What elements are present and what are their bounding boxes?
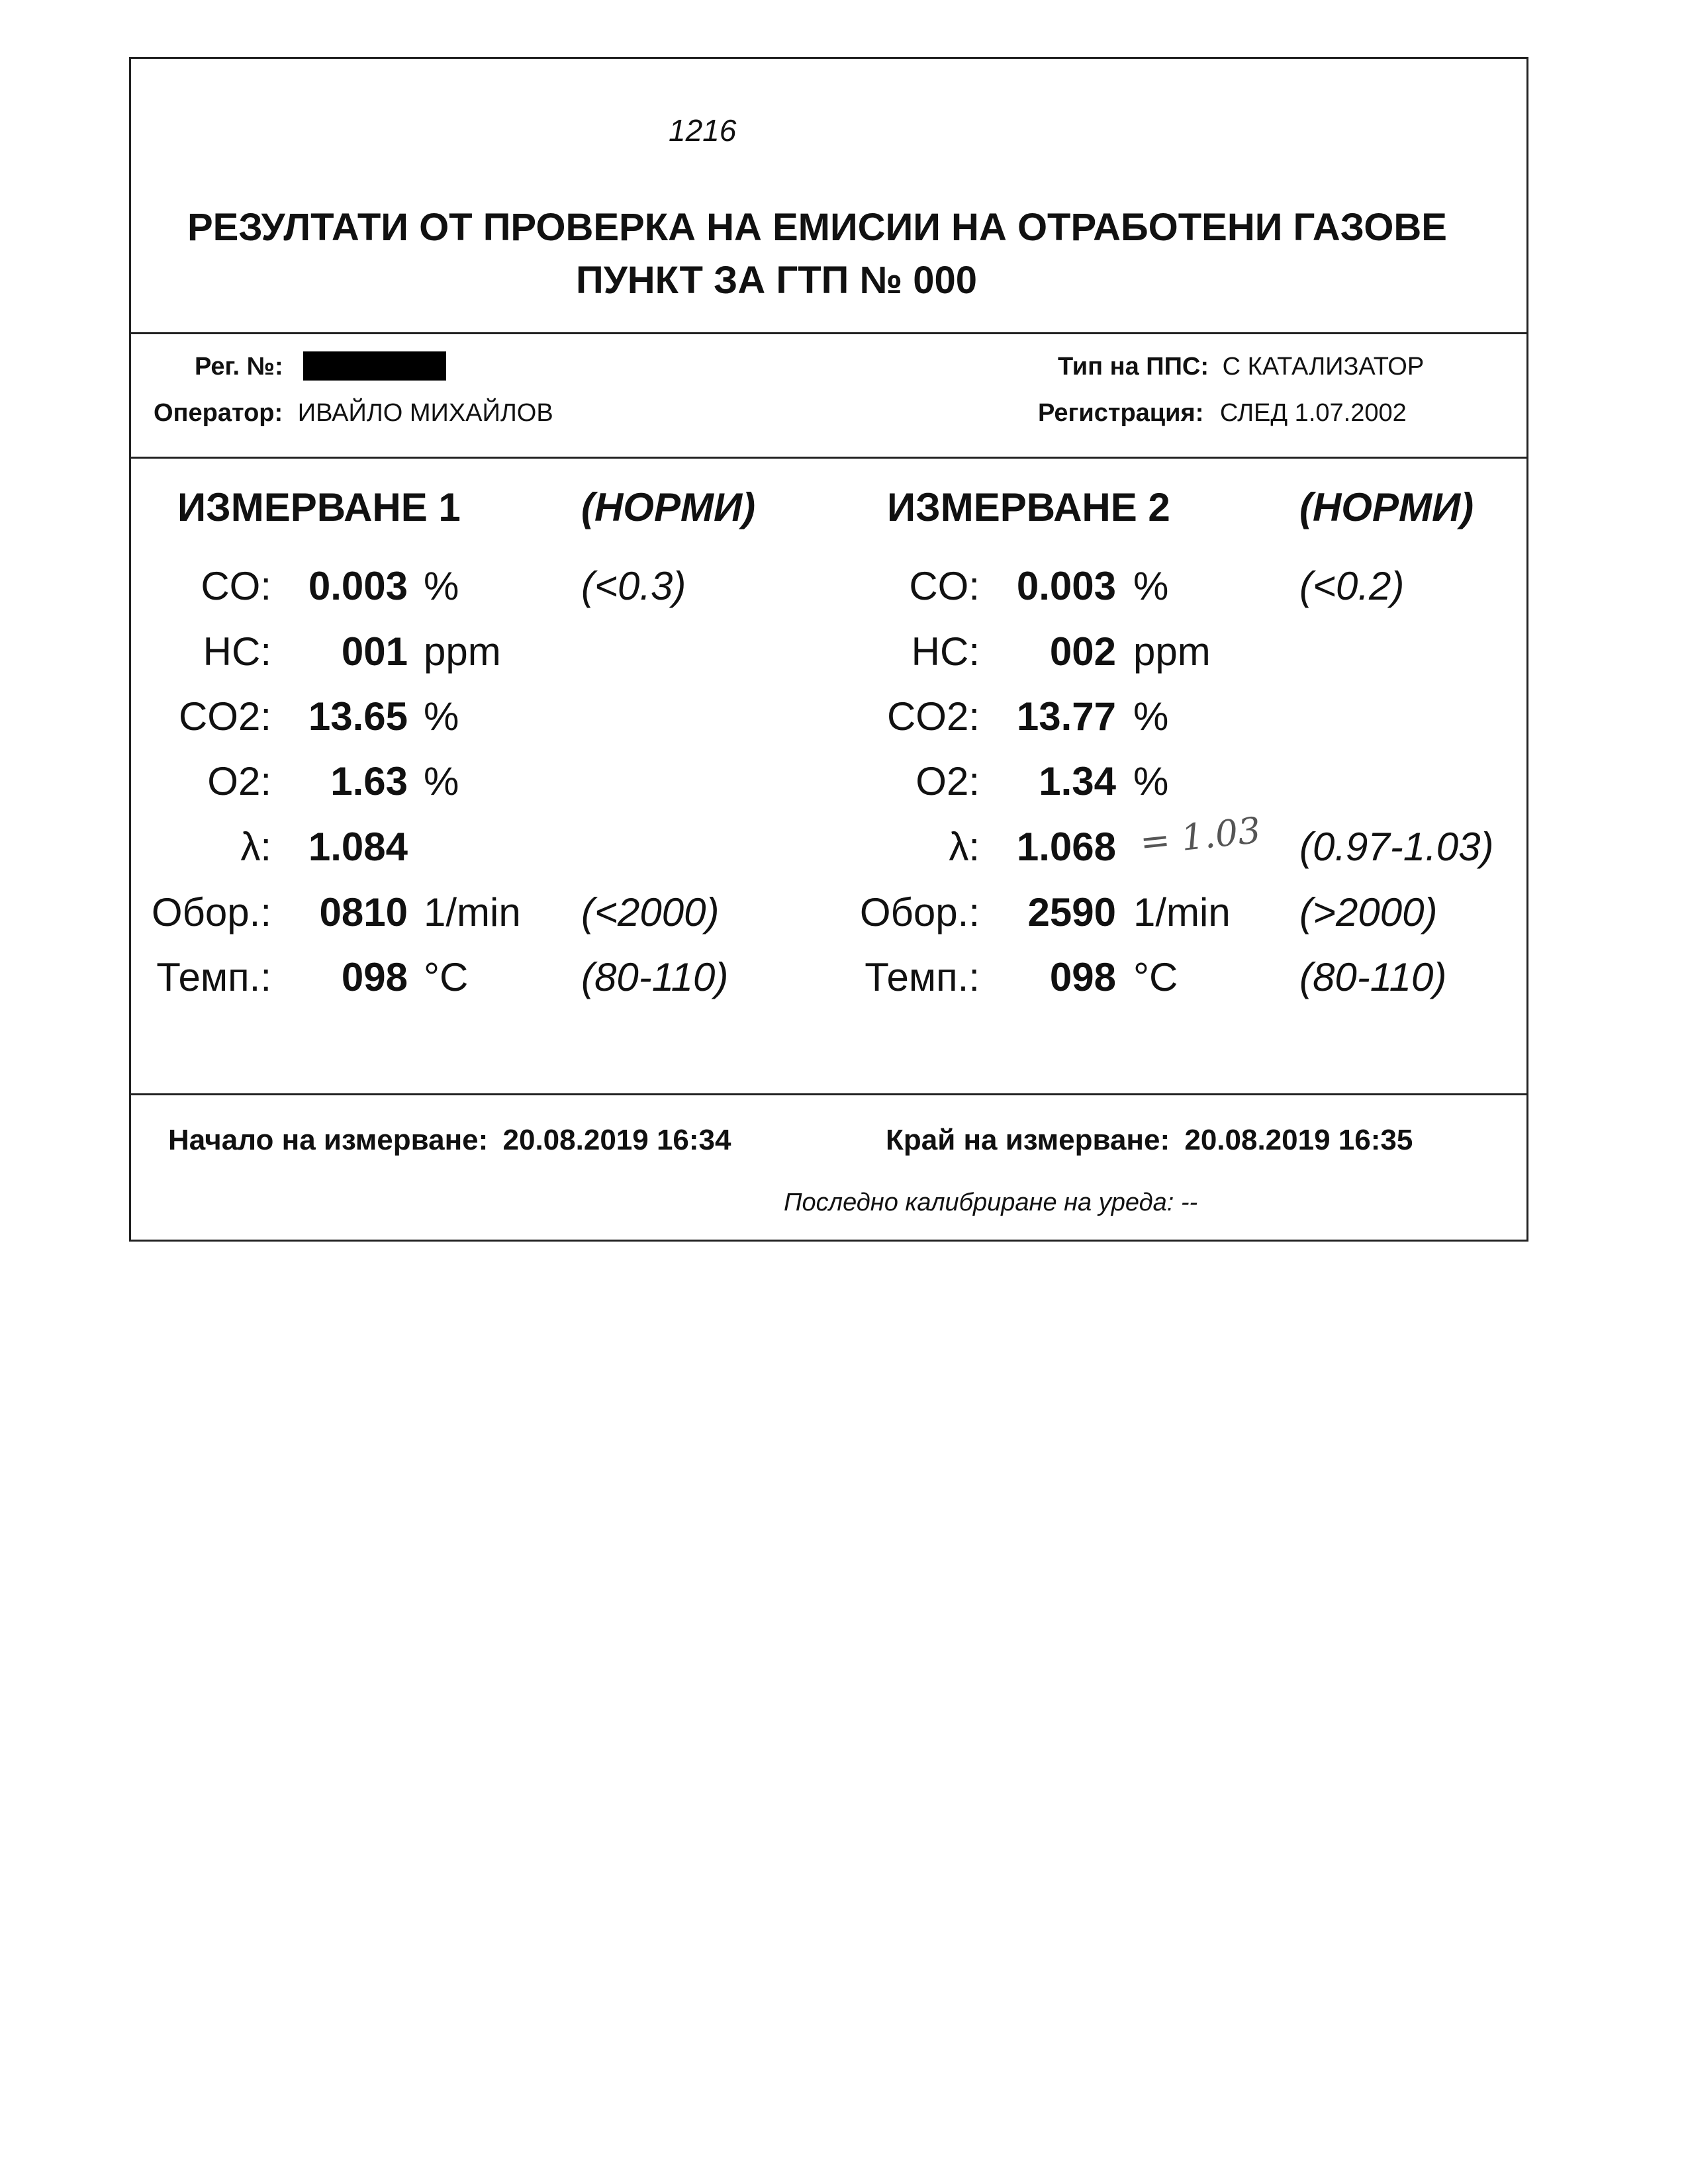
- report-title: РЕЗУЛТАТИ ОТ ПРОВЕРКА НА ЕМИСИИ НА ОТРАБОТЕНИ ГАЗОВЕ: [187, 206, 1447, 249]
- end-value: 20.08.2019 16:35: [1184, 1124, 1413, 1156]
- m1-unit-co2: %: [424, 694, 459, 739]
- m2-label-temp: Темп.:: [865, 955, 980, 999]
- m2-value-lambda: 1.068: [1016, 825, 1116, 869]
- pps-value: С КАТАЛИЗАТОР: [1222, 353, 1425, 381]
- m2-unit-hc: ppm: [1133, 629, 1211, 674]
- m1-norm-rpm: (<2000): [581, 890, 720, 934]
- reg-label: Рег. №:: [195, 353, 283, 381]
- m2-unit-rpm: 1/min: [1133, 890, 1231, 934]
- m2-unit-o2: %: [1133, 759, 1169, 803]
- m1-label-co2: CO2:: [178, 694, 271, 739]
- m1-value-co2: 13.65: [308, 694, 408, 739]
- operator-value: ИВАЙЛО МИХАЙЛОВ: [297, 399, 553, 427]
- handwritten-note: = 1.03: [1138, 809, 1263, 864]
- measurement-end: [886, 1124, 1413, 1157]
- operator-row: [154, 399, 553, 428]
- m1-label-o2: O2:: [207, 759, 271, 803]
- m1-value-lambda: 1.084: [308, 825, 408, 869]
- end-label: Край на измерване:: [886, 1124, 1170, 1156]
- m1-norm-co: (<0.3): [581, 564, 686, 608]
- m1-unit-o2: %: [424, 759, 459, 803]
- m2-unit-co2: %: [1133, 694, 1169, 739]
- m1-label-lambda: λ:: [240, 825, 271, 869]
- m2-value-o2: 1.34: [1039, 759, 1116, 803]
- m1-unit-rpm: 1/min: [424, 890, 521, 934]
- m2-value-co: 0.003: [1016, 564, 1116, 608]
- divider-title: [129, 332, 1528, 334]
- pps-row: [1058, 353, 1424, 381]
- m2-label-lambda: λ:: [949, 825, 980, 869]
- m2-unit-temp: °C: [1133, 955, 1178, 999]
- m2-value-hc: 002: [1049, 629, 1116, 674]
- measurement2-header: ИЗМЕРВАНЕ 2: [887, 485, 1170, 529]
- m1-value-rpm: 0810: [319, 890, 408, 934]
- divider-footer: [129, 1093, 1528, 1095]
- operator-label: Оператор:: [154, 399, 283, 427]
- registration-value: СЛЕД 1.07.2002: [1219, 399, 1407, 427]
- m1-value-co: 0.003: [308, 564, 408, 608]
- registration-label: Регистрация:: [1038, 399, 1204, 427]
- pps-label: Тип на ППС:: [1058, 353, 1209, 381]
- measurement-start: [168, 1124, 731, 1157]
- m1-value-hc: 001: [341, 629, 408, 674]
- m2-value-temp: 098: [1049, 955, 1116, 999]
- m2-label-o2: O2:: [915, 759, 980, 803]
- m1-value-temp: 098: [341, 955, 408, 999]
- calibration-note: Последно калибриране на уреда: --: [784, 1189, 1198, 1216]
- m1-label-co: CO:: [201, 564, 271, 608]
- measurement1-header: ИЗМЕРВАНЕ 1: [177, 485, 461, 529]
- page-number: 1216: [669, 113, 737, 148]
- m2-label-co2: CO2:: [886, 694, 980, 739]
- m2-norm-co: (<0.2): [1299, 564, 1405, 608]
- m2-norm-lambda: (0.97-1.03): [1299, 825, 1494, 869]
- m1-label-temp: Темп.:: [156, 955, 271, 999]
- m2-label-rpm: Обор.:: [859, 890, 980, 934]
- start-label: Начало на измерване:: [168, 1124, 489, 1156]
- measurement2-norms-header: (НОРМИ): [1299, 485, 1474, 529]
- m1-unit-co: %: [424, 564, 459, 608]
- m2-value-rpm: 2590: [1027, 890, 1116, 934]
- m1-label-hc: HC:: [203, 629, 271, 674]
- m1-unit-hc: ppm: [424, 629, 501, 674]
- start-value: 20.08.2019 16:34: [502, 1124, 731, 1156]
- m1-unit-temp: °C: [424, 955, 469, 999]
- redacted-reg-number: [303, 351, 446, 381]
- registration-row: [1038, 399, 1407, 428]
- m2-norm-rpm: (>2000): [1299, 890, 1438, 934]
- m2-label-co: CO:: [909, 564, 980, 608]
- m2-value-co2: 13.77: [1016, 694, 1116, 739]
- m1-norm-temp: (80-110): [581, 955, 729, 999]
- m1-label-rpm: Обор.:: [151, 890, 271, 934]
- m2-label-hc: HC:: [911, 629, 980, 674]
- measurement1-norms-header: (НОРМИ): [581, 485, 756, 529]
- station-title: ПУНКТ ЗА ГТП № 000: [576, 259, 978, 302]
- m2-norm-temp: (80-110): [1299, 955, 1447, 999]
- m2-unit-co: %: [1133, 564, 1169, 608]
- m1-value-o2: 1.63: [330, 759, 408, 803]
- divider-info: [129, 457, 1528, 459]
